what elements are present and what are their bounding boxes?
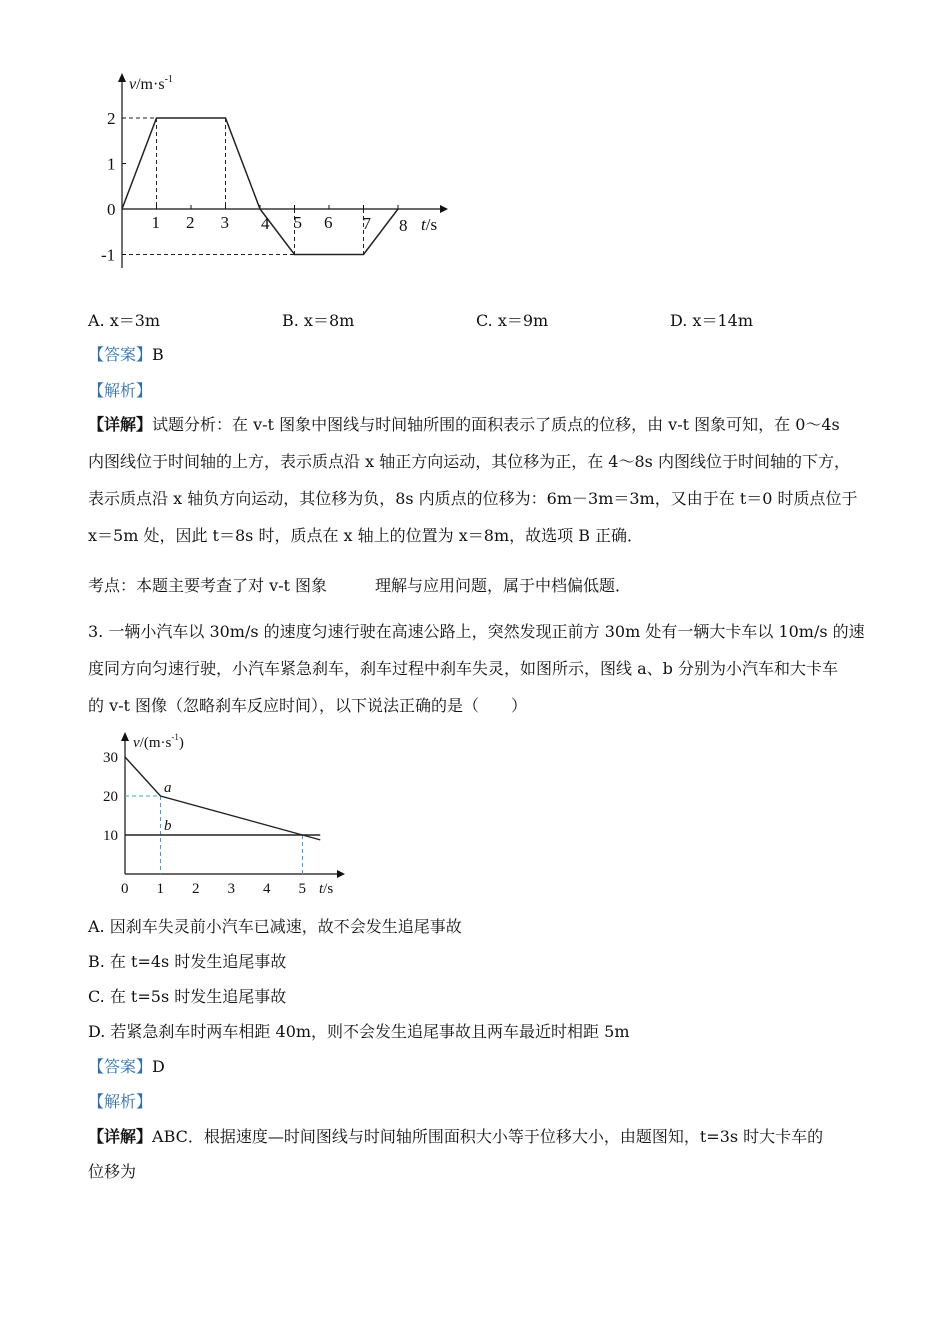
q2-analysis-tag: 【解析】 [88,381,153,400]
chart1-x-axis-arrow [440,205,448,213]
answer-tag: 【答案】 [88,345,153,364]
chart2-y-axis-label: $v/(m\cdot s^{-1})$ [133,732,184,751]
answer-value: B [152,345,164,364]
chart1-y-tick-labels [101,109,116,265]
q3-analysis-tag: 【解析】 [88,1092,153,1111]
chart2-series-a-label: a [164,780,172,796]
q3-stem-line-2: 度同方向匀速行驶，小汽车紧急刹车，刹车过程中刹车失灵，如图所示，图线 a、b 分别为小汽车和大卡车 [88,659,838,678]
q2-detail-line-4: x＝5m 处，因此 t＝8s 时，质点在 x 轴上的位置为 x＝8m，故选项 B 正确． [88,526,644,545]
chart2-x-tick-label: 1 [156,881,164,897]
chart1-x-axis-label: t/s [421,215,438,234]
q3-option-b: B. 在 t=4s 时发生追尾事故 [88,952,287,971]
chart1-velocity-line [122,118,398,255]
chart2-y-tick-label: 10 [103,828,118,844]
chart1-x-tick-label: 8 [399,216,408,235]
chart2-x-tick-labels [121,881,306,897]
chart1-dashed-guides [122,118,364,255]
chart2-y-axis-arrow [121,732,129,741]
chart2-x-axis-arrow [337,870,345,878]
chart2-y-tick-labels [103,750,118,844]
chart1-x-tick-label: 4 [261,214,270,233]
q3-option-c: C. 在 t=5s 时发生追尾事故 [88,987,287,1006]
chart1-y-axis-arrow [118,73,126,82]
chart2-series-a-line [125,757,320,840]
q2-option-b: B. x＝8m [282,311,355,330]
q2-option-a: A. x＝3m [88,311,161,330]
chart2-x-tick-label: 5 [298,881,306,897]
chart1-tick-marks [122,118,398,255]
q2-answer [88,345,164,365]
q3-stem-line-1: 3. 一辆小汽车以 30m/s 的速度匀速行驶在高速公路上，突然发现正前方 30m 处有一辆大卡车以 10m/s 的速 [88,622,865,641]
chart2-y-tick-label: 20 [103,789,118,805]
chart2-series-b-label: b [164,818,172,834]
q3-option-a: A. 因刹车失灵前小汽车已减速，故不会发生追尾事故 [88,917,462,936]
q3-detail-line-2: 位移为 [88,1162,137,1181]
chart1-x-tick-label: 6 [324,213,333,232]
chart1-x-tick-label: 3 [220,213,229,232]
chart1-x-tick-label: 5 [293,213,302,232]
q3-stem-line-3: 的 v-t 图像（忽略刹车反应时间），以下说法正确的是（ ） [88,696,528,715]
chart1-y-axis-label: $v/m\cdot s^{-1}$ [129,74,173,93]
q3-option-d: D. 若紧急刹车时两车相距 40m，则不会发生追尾事故且两车最近时相距 5m [88,1022,630,1041]
chart2-y-tick-label: 30 [103,750,118,766]
chart1-y-tick-label: -1 [101,245,116,265]
chart1-y-tick-label: 1 [107,154,116,174]
chart2-x-axis-label: t/s [319,881,334,897]
chart2-x-tick-label: 3 [227,881,235,897]
q2-kaodian-b: 理解与应用问题，属于中档偏低题． [375,576,632,595]
detail-tag: 【详解】 [88,415,153,434]
chart1-x-tick-label: 7 [362,214,371,233]
q2-option-d: D. x＝14m [670,311,753,330]
chart1-y-tick-label: 0 [107,200,116,219]
q2-option-c: C. x＝9m [476,311,549,330]
chart1-x-tick-labels [152,213,408,235]
chart1-y-tick-label: 2 [107,109,116,128]
chart2-x-tick-label: 4 [263,881,271,897]
q3-answer [88,1057,165,1077]
chart1-x-tick-label: 2 [186,213,195,232]
q3-detail-line-1 [88,1127,823,1147]
q2-kaodian-a: 考点：本题主要考查了对 v-t 图象 [88,576,328,595]
detail-text: 试题分析：在 v-t 图象中图线与时间轴所围的面积表示了质点的位移，由 v-t 图象可知，在 0～4s [152,415,840,434]
detail-tag: 【详解】 [88,1127,153,1146]
q2-detail-line-2: 内图线位于时间轴的上方，表示质点沿 x 轴正方向运动，其位移为正，在 4～8s 内图线位于时间轴的下方， [88,452,850,471]
vt-chart-1 [95,68,455,278]
answer-value: D [152,1057,165,1076]
answer-tag: 【答案】 [88,1057,153,1076]
chart2-x-tick-label: 2 [192,881,200,897]
q2-detail-line-1 [88,415,840,435]
detail-text: ABC．根据速度—时间图线与时间轴所围面积大小等于位移大小，由题图知，t=3s 时大卡车的 [152,1127,824,1146]
q2-detail-line-3: 表示质点沿 x 轴负方向运动，其位移为负，8s 内质点的位移为：6m－3m＝3m，又由于在 t＝0 时质点位于 [88,489,858,508]
vt-chart-2 [95,727,355,897]
chart2-x-tick-label: 0 [121,881,129,897]
chart1-x-tick-label: 1 [151,213,160,232]
